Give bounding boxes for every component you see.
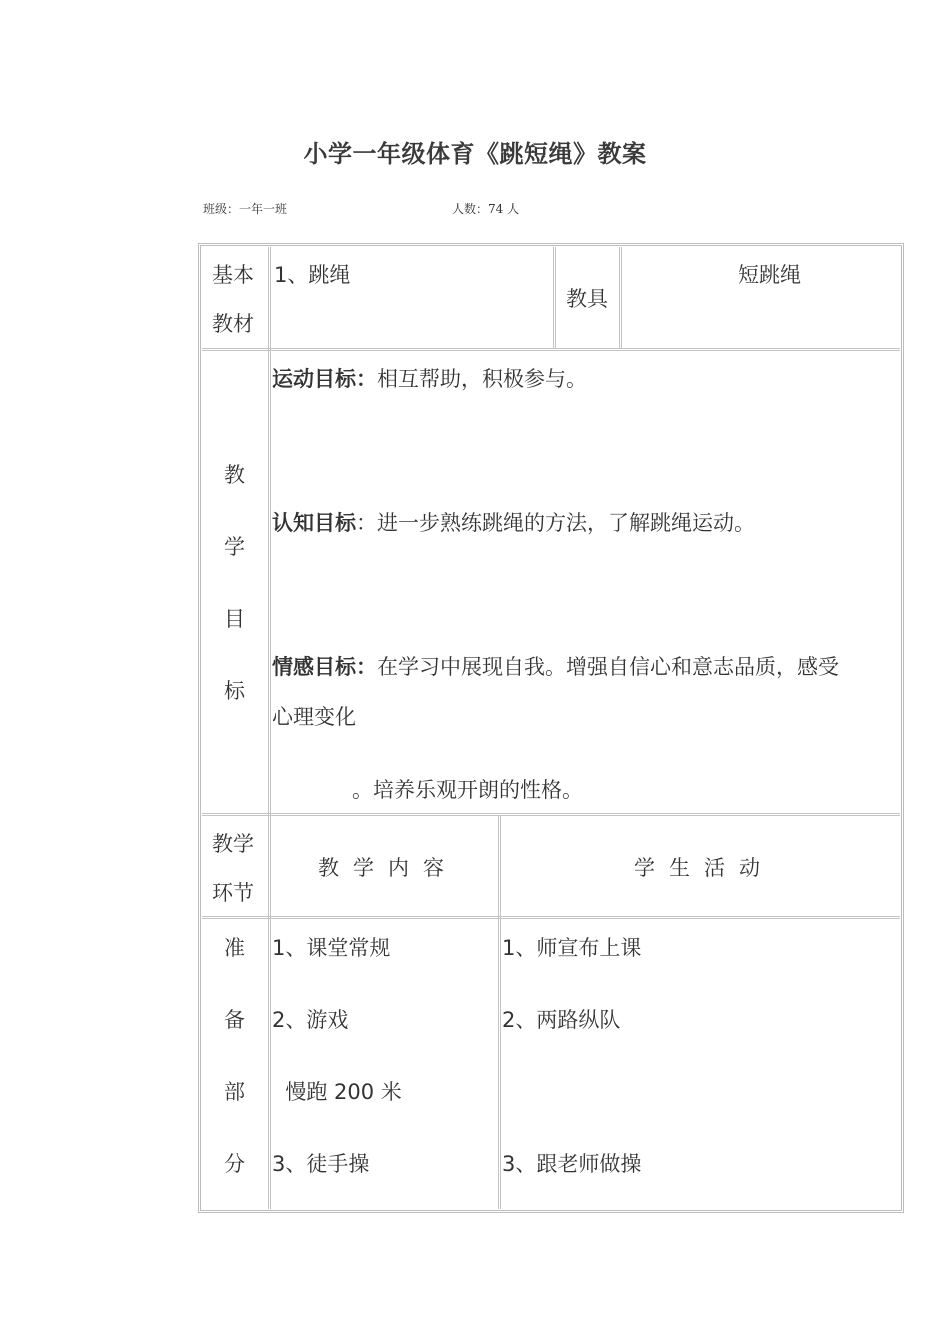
column-divider (553, 247, 556, 349)
student-count: 人数：74 人 (452, 202, 520, 216)
basic-material-label-2: 教材 (212, 312, 254, 336)
class-info: 班级：一年一班 (203, 202, 288, 216)
prep-content-item: 2、游戏 (272, 1008, 349, 1032)
prep-label-char: 备 (224, 1008, 245, 1032)
row-divider (202, 916, 900, 919)
motion-goal-label: 运动目标： (272, 367, 377, 391)
emotion-goal-text: 在学习中展现自我。增强自信心和意志品质，感受 (377, 655, 839, 679)
prep-label-char: 部 (224, 1080, 245, 1104)
prep-label-char: 分 (224, 1152, 245, 1176)
goals-label-char: 教 (224, 463, 245, 487)
motion-goal (272, 369, 587, 390)
emotion-goal-label: 情感目标： (272, 655, 377, 679)
cognitive-goal-text: ：进一步熟练跳绳的方法，了解跳绳运动。 (356, 511, 755, 535)
emotion-goal (272, 657, 839, 678)
prep-activity-item: 3、跟老师做操 (502, 1152, 642, 1176)
column-divider (268, 247, 271, 1209)
section-header-label-2: 环节 (212, 881, 254, 905)
activity-header: 学生活动 (634, 856, 774, 880)
content-header: 教学内容 (318, 856, 458, 880)
goals-label-char: 标 (224, 679, 245, 703)
emotion-goal-line-2: 心理变化 (272, 705, 356, 729)
column-divider (498, 816, 501, 1209)
section-header-label: 教学 (212, 832, 254, 856)
goals-label-char: 学 (224, 535, 245, 559)
prep-activity-item: 2、两路纵队 (502, 1008, 621, 1032)
motion-goal-text: 相互帮助，积极参与。 (377, 367, 587, 391)
prep-content-item: 1、课堂常规 (272, 936, 391, 960)
prep-content-item: 慢跑 200 米 (272, 1080, 402, 1104)
prep-label-char: 准 (224, 936, 245, 960)
cognitive-goal (272, 513, 755, 534)
material-item: 1、跳绳 (274, 263, 351, 287)
prep-activity-item: 1、师宣布上课 (502, 936, 642, 960)
row-divider (202, 813, 900, 816)
row-divider (202, 348, 900, 351)
basic-material-label: 基本 (212, 263, 254, 287)
cognitive-goal-label: 认知目标 (272, 511, 356, 535)
prep-content-item: 3、徒手操 (272, 1152, 370, 1176)
column-divider (619, 247, 622, 349)
equipment-label: 教具 (566, 287, 608, 311)
page-title: 小学一年级体育《跳短绳》教案 (303, 140, 647, 168)
emotion-goal-line-3: 。培养乐观开朗的性格。 (352, 778, 583, 802)
goals-label-char: 目 (224, 607, 245, 631)
equipment-value: 短跳绳 (738, 263, 801, 287)
